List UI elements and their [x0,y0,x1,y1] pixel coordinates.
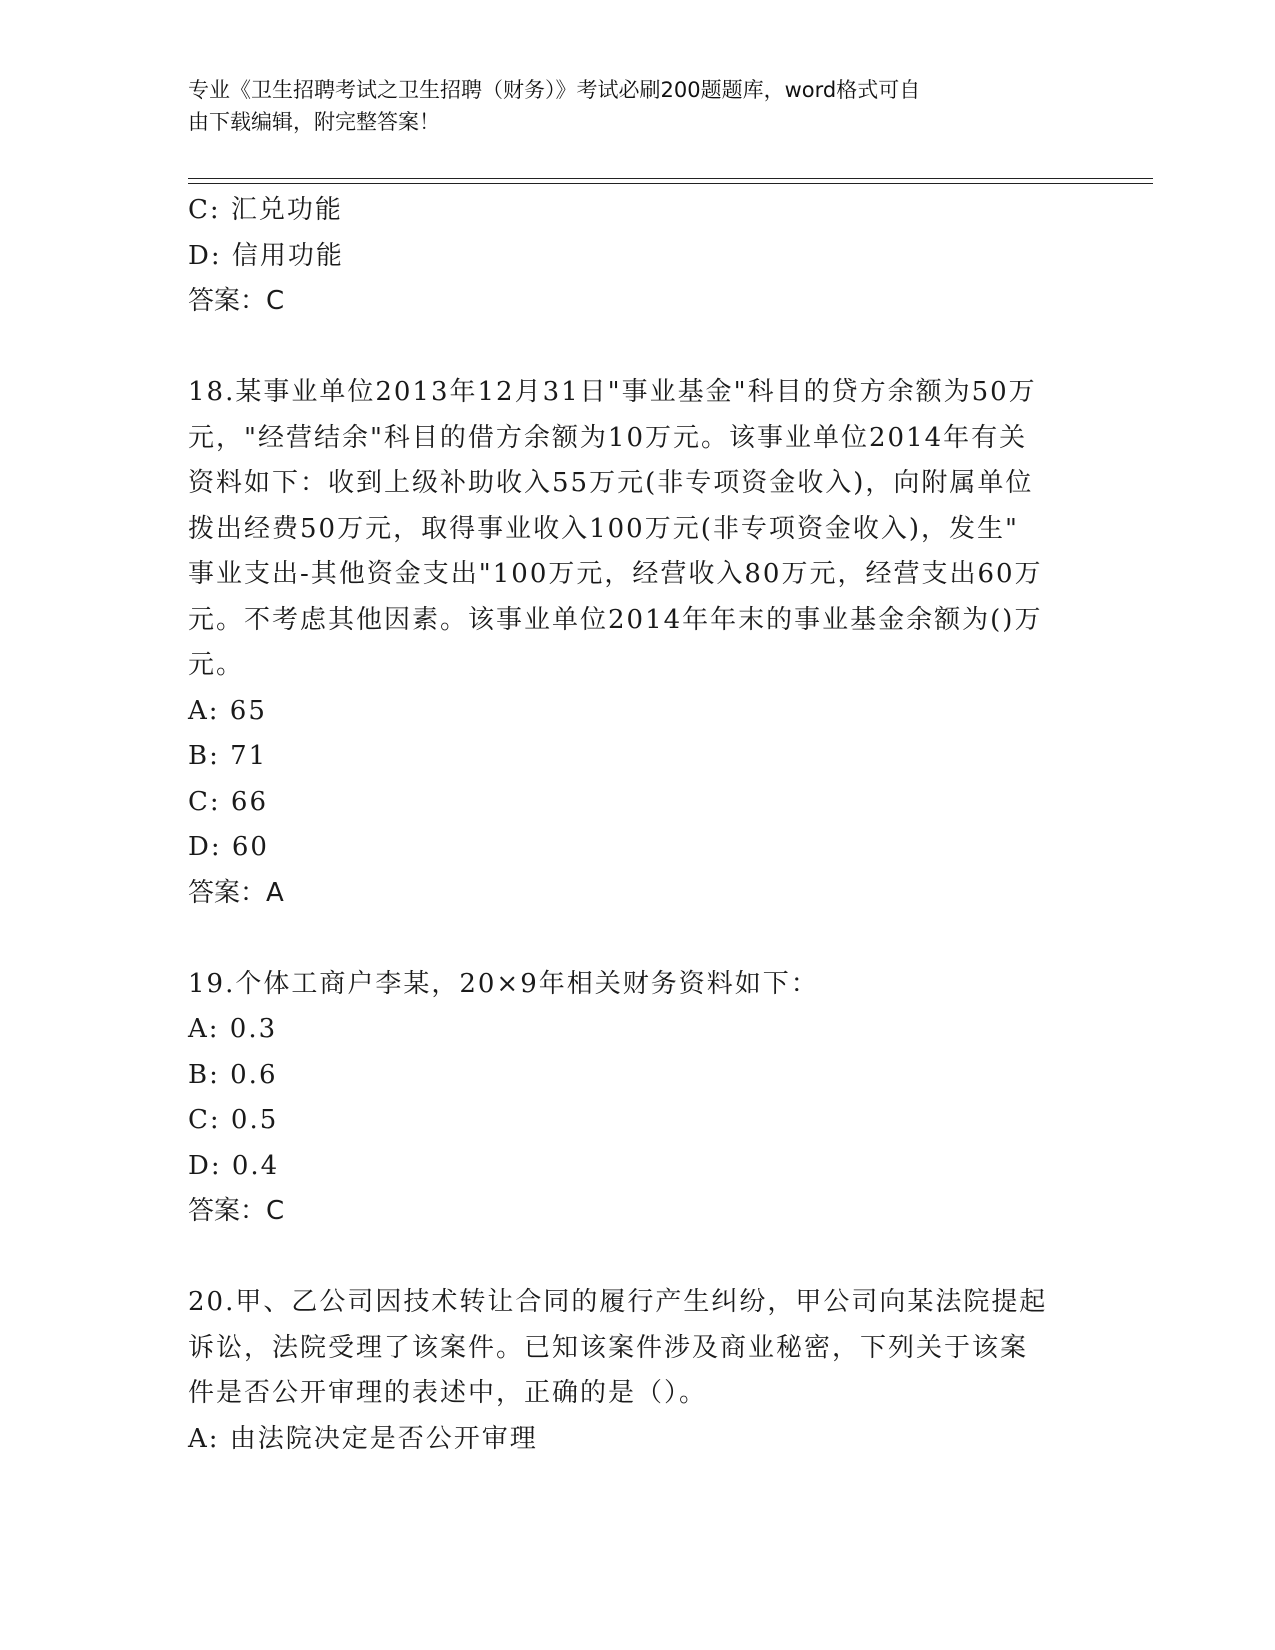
question-stem-line: 元。不考虑其他因素。该事业单位2014年年末的事业基金余额为()万 [188,604,1043,635]
answer: 答案：C [188,286,285,316]
question-20 [188,1280,1088,1462]
question-stem-line: 元，"经营结余"科目的借方余额为10万元。该事业单位2014年有关 [188,422,1028,453]
answer: 答案：A [188,877,284,908]
header-rule-top [188,178,1153,179]
question-18 [188,370,1088,916]
answer: 答案：C [188,1196,285,1226]
option-b: B: 71 [188,741,268,771]
option-c: C: 汇兑功能 [188,195,343,225]
question-stem-line: 事业支出-其他资金支出"100万元，经营收入80万元，经营支出60万 [188,559,1043,589]
question-stem-line: 18.某事业单位2013年12月31日"事业基金"科目的贷方余额为50万 [188,377,1037,407]
question-19 [188,962,1088,1235]
option-a: A: 65 [188,695,267,726]
header-line-2: 由下载编辑，附完整答案！ [188,110,440,134]
option-d: D: 60 [188,832,269,862]
document-header [188,74,1068,138]
question-stem-line: 拨出经费50万元，取得事业收入100万元(非专项资金收入)，发生" [188,513,1019,544]
question-stem-line: 件是否公开审理的表述中，正确的是（）。 [188,1378,708,1408]
header-rule-bottom [188,183,1153,184]
option-a: A: 0.3 [188,1014,278,1044]
header-line-1: 专业《卫生招聘考试之卫生招聘（财务）》考试必刷200题题库，word格式可自 [188,78,921,102]
question-stem-line: 诉讼，法院受理了该案件。已知该案件涉及商业秘密，下列关于该案 [188,1332,1029,1363]
question-content [188,188,1088,1462]
question-stem-line: 资料如下：收到上级补助收入55万元(非专项资金收入)，向附属单位 [188,468,1034,498]
spacer [188,916,1088,962]
question-stem-line: 20.甲、乙公司因技术转让合同的履行产生纠纷，甲公司向某法院提起 [188,1287,1048,1317]
option-d: D: 信用功能 [188,240,344,271]
question-stem-line: 19.个体工商户李某，20×9年相关财务资料如下： [188,968,819,999]
option-d: D: 0.4 [188,1150,280,1181]
option-c: C: 66 [188,786,269,817]
question-stem-line: 元。 [188,650,245,680]
spacer [188,1235,1088,1281]
question-17 [188,188,1088,325]
option-a: A: 由法院决定是否公开审理 [188,1423,538,1454]
option-b: B: 0.6 [188,1059,278,1090]
spacer [188,325,1088,371]
option-c: C: 0.5 [188,1105,279,1135]
